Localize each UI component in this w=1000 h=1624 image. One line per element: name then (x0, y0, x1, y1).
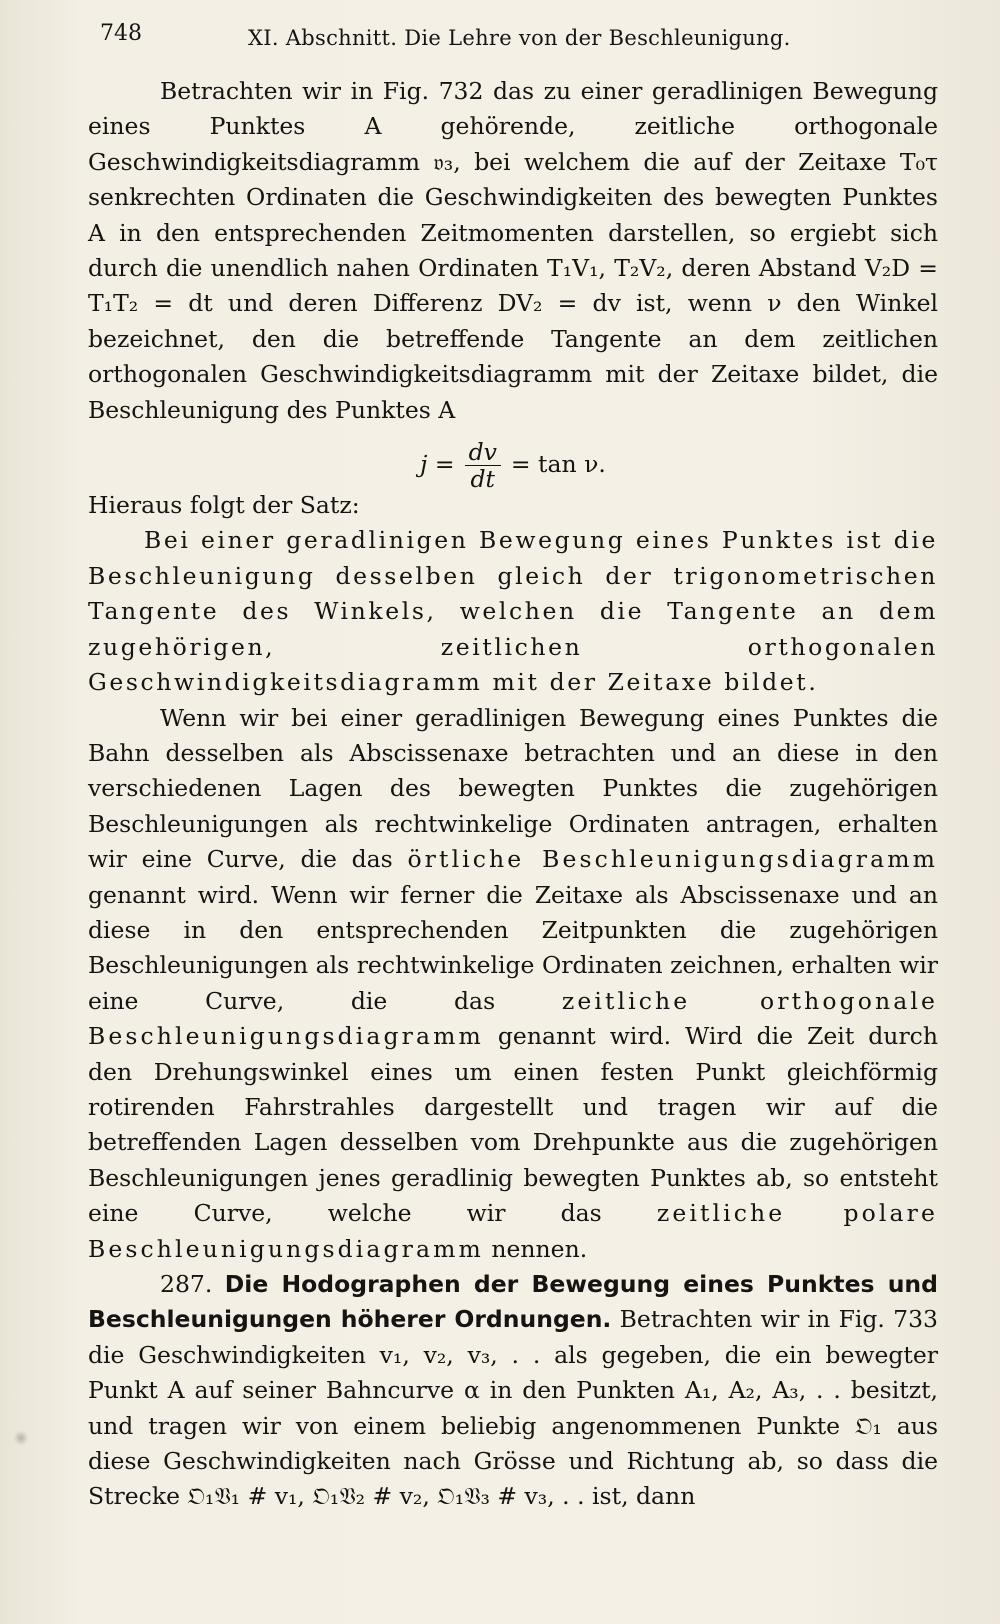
term-temporal-polar-diagram: zeitliche polare Beschleunigungsdiagramm (88, 1199, 938, 1263)
ink-smudge (14, 1430, 28, 1446)
term-local-acceleration-diagram: örtliche Beschleunigungsdiagramm (407, 845, 938, 874)
page-header (100, 14, 920, 54)
section-287 (88, 1267, 938, 1515)
term-temporal-orthogonal-diagram: zeitliche orthogonale Beschleunigungsdiagramm (88, 986, 938, 1051)
para2-text-g: nennen. (491, 1234, 588, 1263)
section-number: 287. (160, 1270, 213, 1298)
section-text: Betrachten wir in Fig. 733 die Geschwindigkeiten v₁, v₂, v₃, . . als gegeben, die ein bewegter Punkt A auf seiner Bahncurve α in den Punkten A₁, A₂, A₃, . . besitzt, und tragen wir von einem beliebig angenommenen Punkte 𝔒₁ aus diese Geschwindigkeiten nach Grösse und Richtung ab, so dass die Strecke 𝔒₁𝔙₁ # v₁, 𝔒₁𝔙₂ # v₂, 𝔒₁𝔙₃ # v₃, . . ist, dann (88, 1305, 939, 1511)
section-title: Die Hodographen der Bewegung eines Punktes und Beschleunigungen höherer Ordnungen. (88, 1270, 938, 1334)
page-number: 748 (100, 21, 142, 46)
acceleration-formula (88, 434, 938, 496)
running-title: XI. Abschnitt. Die Lehre von der Beschleunigung. (248, 26, 791, 50)
formula-denominator: dt (470, 464, 495, 493)
theorem-statement: Bei einer geradlinigen Bewegung eines Punktes ist die Beschleunigung desselben gleich der trigonometrischen Tangente des Winkels, welchen die Tangente an dem zugehörigen, zeitlichen orthogonalen Geschwindigkeitsdiagramm mit der Zeitaxe bildet. (88, 526, 938, 697)
paragraph-acceleration-diagrams (88, 701, 938, 1268)
page-body (88, 74, 938, 1515)
theorem-lead: Hieraus folgt der Satz: (88, 491, 360, 520)
para2-text-c: genannt wird. Wenn wir ferner die Zeitaxe als Abscissenaxe und an diese in den entsprechenden Zeitpunkten die zugehörigen Beschleunigungen als rechtwinkelige Ordinaten zeichnen, erhalten wir eine Curve, die das (88, 880, 938, 1015)
para2-text-e: genannt wird. Wird die Zeit durch den Drehungswinkel eines um einen festen Punkt gleichförmig rotirenden Fahrstrahles dargestellt und tragen wir auf die betreffenden Lagen desselben vom Drehpunkte aus die zugehörigen Beschleunigungen jenes geradlinig bewegten Punktes ab, so entsteht eine Curve, welche wir das (88, 1022, 938, 1228)
formula-rhs: = tan ν. (510, 450, 606, 479)
para2-text-a: Wenn wir bei einer geradlinigen Bewegung eines Punktes die Bahn desselben als Abscissenaxe betrachten und an diese in den verschiedenen Lagen des bewegten Punktes die zugehörigen Beschleunigungen als rechtwinkelige Ordinaten antragen, erhalten wir eine Curve, die das (88, 703, 938, 874)
formula-numerator: dv (465, 439, 501, 466)
formula-lhs: j = (420, 450, 455, 479)
paragraph-velocity-diagram: Betrachten wir in Fig. 732 das zu einer geradlinigen Bewegung eines Punktes A gehörende, zeitliche orthogonale Geschwindigkeitsdiagramm 𝔳₃, bei welchem die auf der Zeitaxe T₀τ senkrechten Ordinaten die Geschwindigkeiten des bewegten Punktes A in den entsprechenden Zeitmomenten darstellen, so ergiebt sich durch die unendlich nahen Ordinaten T₁V₁, T₂V₂, deren Abstand V₂D = T₁T₂ = dt und deren Differenz DV₂ = dv ist, wenn ν den Winkel bezeichnet, den die betreffende Tangente an dem zeitlichen orthogonalen Geschwindigkeitsdiagramm mit der Zeitaxe bildet, die Beschleunigung des Punktes A (88, 77, 938, 424)
formula-fraction (465, 439, 501, 492)
